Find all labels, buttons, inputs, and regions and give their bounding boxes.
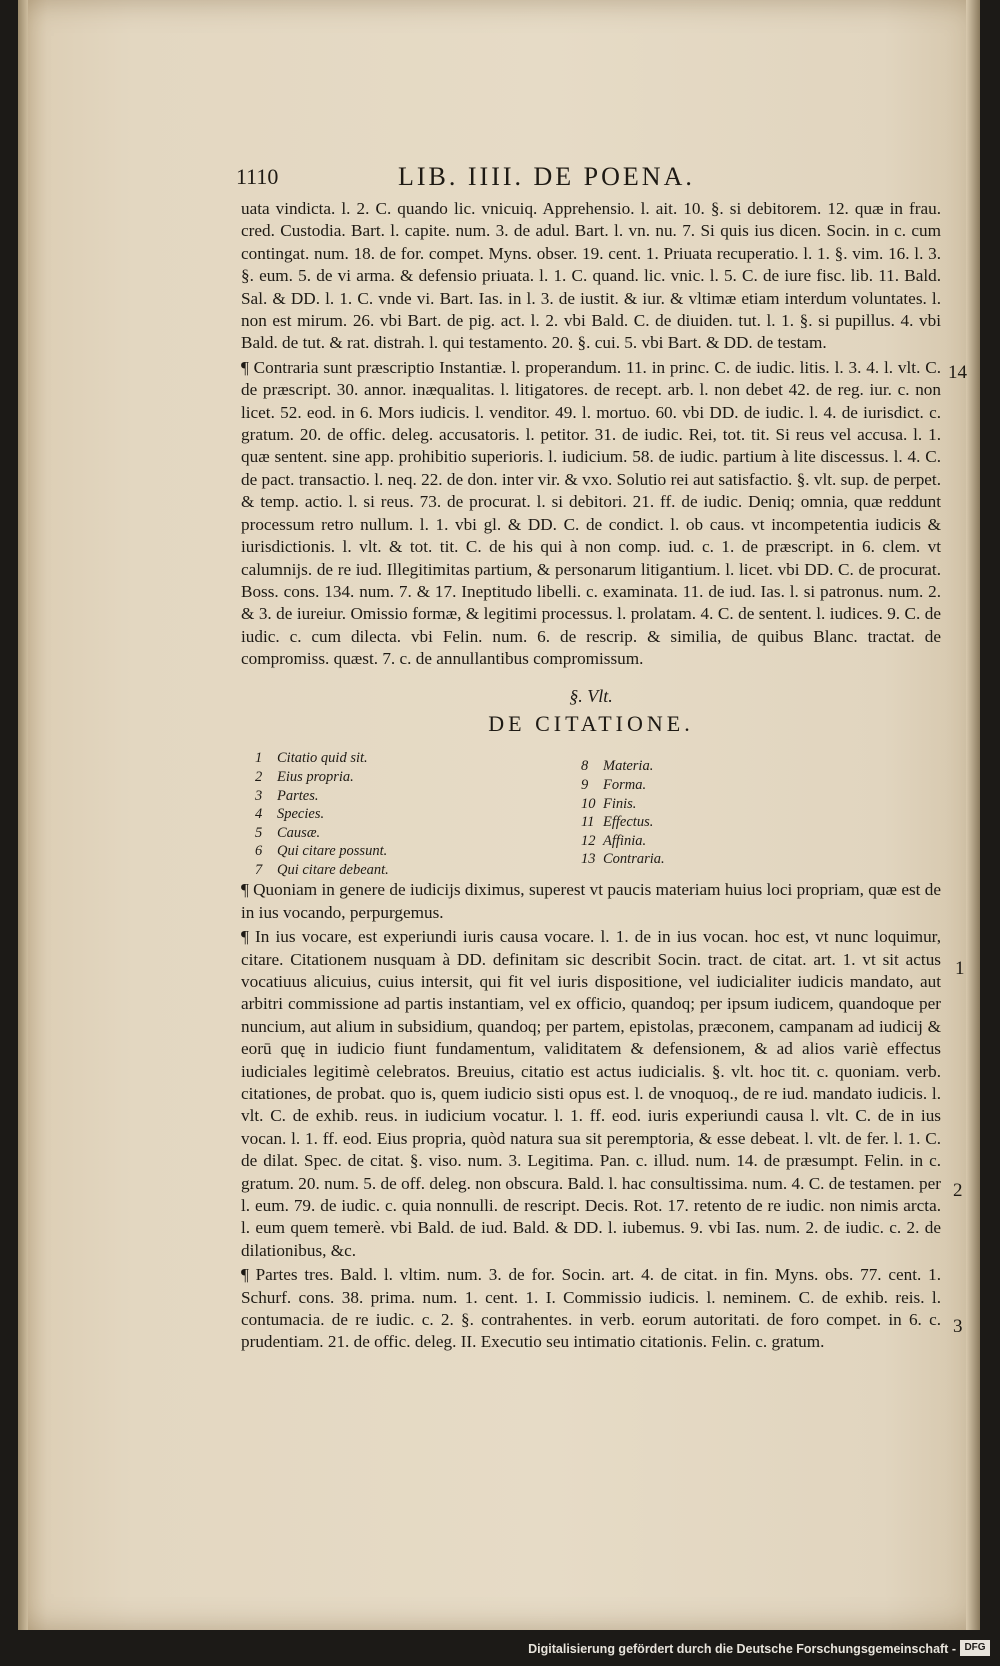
dfg-logo: DFG — [960, 1640, 990, 1656]
margin-number: 1 — [955, 958, 965, 979]
margin-number: 2 — [953, 1180, 963, 1201]
paragraph: ¶ Partes tres. Bald. l. vltim. num. 3. de for. Socin. art. 4. de citat. in fin. Myns. obs. 77. cent. 1. Schurf. cons. 38. prima. num. 1. cent. 1. I. Commissio iudicis. l. neminem. C. de exhib. reis. l. contumacia. de re iudic. c. 2. §. contrahentes. in verb. eorum autoritati. de foro compet. in 6. c. prudentiam. 21. de offic. deleg. II. Executio seu intimatio citationis. Felin. c. gratum. — [241, 1265, 941, 1352]
summary-item — [255, 824, 389, 843]
summary-text: Contraria. — [603, 851, 665, 868]
page-gutter — [18, 0, 28, 1630]
summary-text: Qui citare debeant. — [277, 861, 389, 878]
margin-number: 14 — [948, 362, 967, 383]
summary-item — [581, 832, 665, 851]
paragraph: ¶ Contraria sunt præscriptio Instantiæ. l. properandum. 11. in princ. C. de iudic. litis. l. 3. 4. l. vlt. C. de præscript. 30. annor. inæqualitas. l. litigatores. de recept. arb. l. non debet 42. de reg. iur. c. non licet. 52. eod. in 6. Mors iudicis. l. venditor. 49. l. mortuo. 60. vbi DD. de iudic. l. 4. de iurisdict. c. gratum. 20. de offic. deleg. accusatoris. l. petitor. 31. de iudic. Rei, tot. tit. Si reus vel accusa. l. 1. quæ sentent. sine app. prohibitio superioris. l. iudicium. 58. de iudic. partium à lite discessus. l. 4. C. de pact. transactio. l. neq. 22. de don. inter vir. & vxo. Solutio rei aut satisfactio. §. vlt. sup. de perpet. & temp. actio. l. si reus. 73. de procurat. l. si debitori. 21. ff. de iudic. Deniq; omnia, quæ reddunt processum retro nullum. l. 1. vbi gl. & DD. C. de condict. l. ob caus. vt incompetentia iudicis & iurisdictionis. l. vlt. & tot. tit. C. de his qui à non comp. iud. c. 1. de præscript. in 6. clem. vt calumnijs. de re iud. Illegitimitas partium, & personarum litigantium. l. licet. vbi DD. C. de procurat. Boss. cons. 134. num. 7. & 17. Ineptitudo libelli. c. examinata. 11. de iud. Ias. l. si patronus. num. 2. & 3. de iureiur. Omissio formæ, & legitimi processus. l. prolatam. 4. C. de sentent. l. iudices. 9. C. de iudic. c. cum dilecta. vbi Felin. num. 6. de rescrip. & similia, de quibus Blanc. tractat. de compromiss. quæst. 7. c. de annullantibus compromissum. — [241, 357, 941, 669]
summary-text: Effectus. — [603, 814, 654, 831]
summary-number: 5 — [255, 824, 263, 841]
summary-item — [581, 776, 665, 795]
section-title: DE CITATIONE. — [488, 710, 694, 736]
summary-number: 13 — [581, 851, 596, 868]
summary-item — [581, 757, 665, 776]
page-number: 1110 — [236, 164, 279, 189]
margin-number: 3 — [953, 1316, 963, 1337]
paragraph: uata vindicta. l. 2. C. quando lic. vnicuiq. Apprehensio. l. ait. 10. §. si debitorem. 12. quæ in frau. cred. Custodia. Bart. l. capite. num. 3. de adul. Bart. l. vn. nu. 7. Si quis ius dicen. Socin. in c. cum contingat. num. 18. de for. compet. Myns. obser. 19. cent. 1. Priuata recuperatio. l. 1. §. vim. 16. l. 3. §. eum. 5. de vi arma. & defensio priuata. l. 1. C. quand. lic. vnic. l. 5. C. de iure fisc. lib. 11. Bald. Sal. & DD. l. 1. C. vnde vi. Bart. Ias. in l. 3. de iustit. & iur. & vltimæ etiam interdum voluntates. l. non est mirum. 26. vbi Bart. de pig. act. l. 2. vbi Bald. C. de diuiden. tut. l. 1. §. si pupillus. 4. vbi Bald. de tut. & rat. distrah. l. qui testamento. 20. §. cui. 5. vbi Bart. & DD. de testam. — [241, 199, 941, 353]
footer-bar — [0, 1630, 1000, 1666]
text-block — [241, 198, 941, 1354]
page-edge — [966, 0, 980, 1630]
summary-text: Species. — [277, 806, 325, 823]
summary-number: 9 — [581, 776, 589, 793]
summary-text: Citatio quid sit. — [277, 750, 368, 767]
summary-number: 3 — [255, 787, 263, 804]
summary-text: Materia. — [603, 758, 654, 775]
summary-item — [255, 749, 389, 768]
summary-text: Partes. — [277, 787, 319, 804]
summary-number: 11 — [581, 814, 595, 831]
section-body — [241, 879, 941, 1354]
summary-item — [255, 787, 389, 806]
summary-text: Finis. — [603, 795, 637, 812]
summary-number: 1 — [255, 750, 263, 767]
summary-item — [255, 768, 389, 787]
summary-number: 4 — [255, 806, 263, 823]
funding-notice: Digitalisierung gefördert durch die Deutsche Forschungsgemeinschaft - — [528, 1642, 956, 1656]
summary-text: Causæ. — [277, 824, 321, 841]
summary-number: 2 — [255, 768, 263, 785]
summary-item — [255, 805, 389, 824]
book-page — [18, 0, 980, 1630]
summary-number: 6 — [255, 843, 263, 860]
summary-number: 10 — [581, 795, 596, 812]
summary-text: Qui citare possunt. — [277, 843, 388, 860]
paragraph: ¶ In ius vocare, est experiundi iuris causa vocare. l. 1. de in ius vocan. hoc est, vt nunc loquimur, citare. Citationem nusquam à DD. definitam sic describit Socin. tract. de citat. art. 1. vt sit actus vocatiuus alicuius, cuius intersit, qui fit vel iuris dispositione, vel iudicialiter iudicis mandato, aut arbitri commissione ad partis instantiam, vel ex officio, quandoq; per ipsum iudicem, quandoque per nuncium, aut alium in subsidium, quandoq; per partem, epistolas, præconem, campanam ad iudicij & eorū quę in iudicio fiunt fundamentum, validitatem & defensionem, & ad alios variè effectus iudiciales legitimè celebratos. Breuius, citatio est actus iudicialis. §. vlt. hoc tit. c. quoniam. verb. citationes, de probat. quo is, quem iudicio sisti opus est. l. de vnoquoq., de re iud. mandato iudicis. l. vlt. C. de exhib. reus. in iudicium vocatur. l. 1. ff. eod. iuris experiundi causa l. vlt. C. de in ius vocan. l. 1. ff. eod. Eius propria, quòd natura sua sit peremptoria, & esse debeat. l. vlt. de fer. l. 1. C. de dilat. Spec. de citat. §. viso. num. 3. Legitima. Pan. c. illud. num. 14. de præsumpt. Felin. in c. gratum. 20. num. 5. de off. deleg. non obscura. Bald. l. hac consultissima. num. 4. C. de testamen. per l. eum. 79. de iudic. c. quia nonnulli. de rescript. Decis. Rot. 17. retento de re iudic. non nimis arcta. l. eum quem temerè. vbi Bald. de iud. Bald. & DD. l. iubemus. 9. vbi Ias. num. 2. de iudic. c. 2. de dilationibus, &c. — [241, 927, 941, 1260]
summary-item — [255, 861, 389, 880]
summary-item — [581, 850, 665, 869]
summary-number: 8 — [581, 758, 589, 775]
summary-text: Eius propria. — [277, 768, 354, 785]
summary-item — [255, 842, 389, 861]
summary-text: Affinia. — [603, 832, 647, 849]
paragraph: ¶ Quoniam in genere de iudicijs diximus, superest vt paucis materiam huius loci propriam, quæ est de in ius vocando, perpurgemus. — [241, 880, 941, 922]
summary-item — [581, 813, 665, 832]
summary-column-right — [581, 757, 665, 869]
running-title: LIB. IIII. DE POENA. — [398, 162, 695, 191]
section-mark: §. Vlt. — [569, 685, 613, 706]
running-head — [18, 164, 980, 196]
summary-column-left — [255, 749, 389, 879]
summary-number: 7 — [255, 861, 263, 878]
summary-item — [581, 795, 665, 814]
summary-list — [241, 749, 941, 878]
summary-text: Forma. — [603, 776, 647, 793]
summary-number: 12 — [581, 832, 596, 849]
